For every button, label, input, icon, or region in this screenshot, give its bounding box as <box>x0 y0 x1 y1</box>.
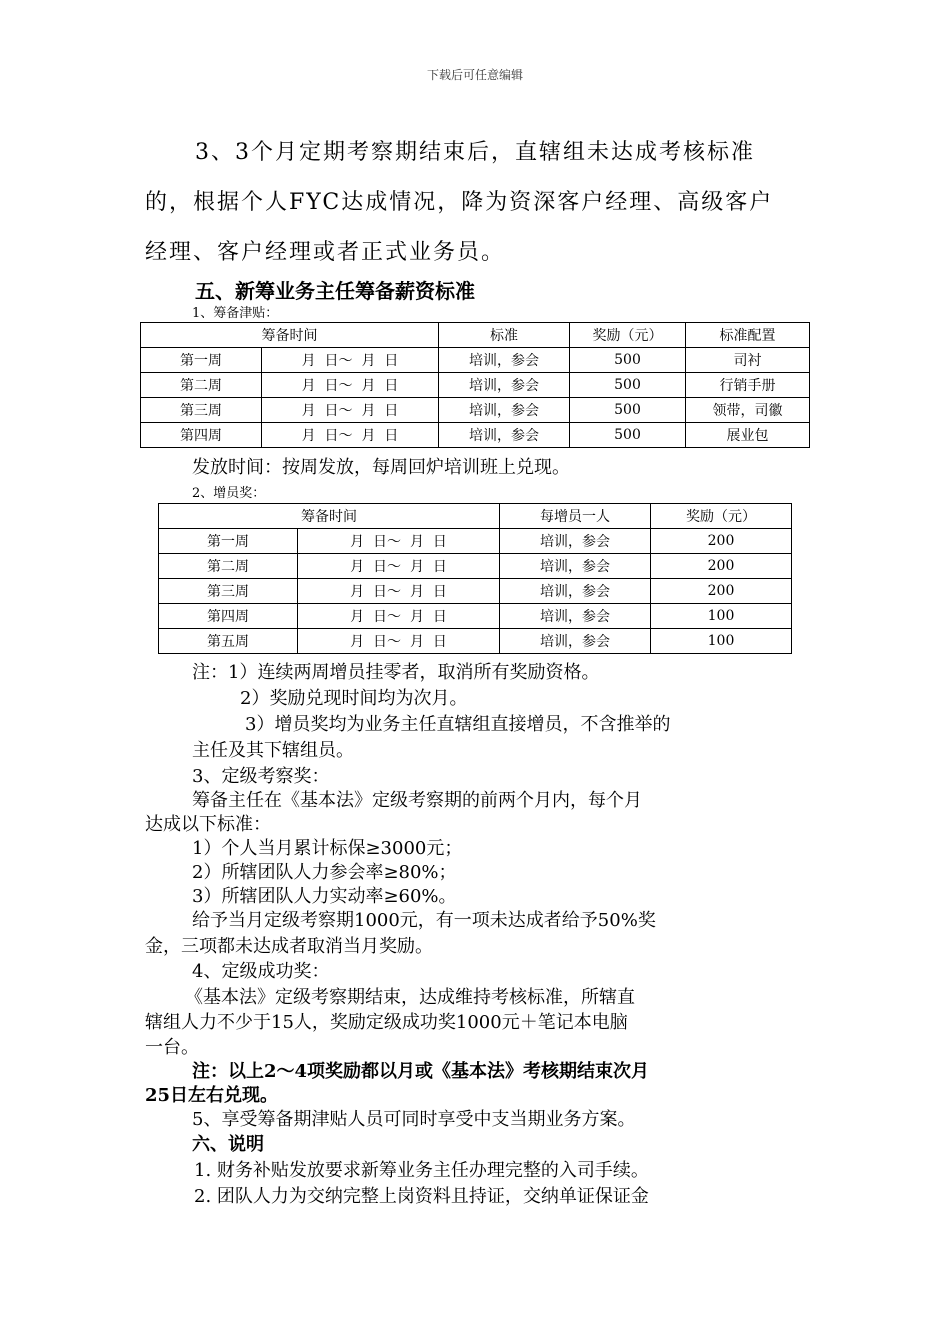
table-cell: 月 日～ 月 日 <box>262 423 439 448</box>
release-time: 发放时间：按周发放，每周回炉培训班上兑现。 <box>192 457 570 478</box>
bold-note-line1: 注：以上2～4项奖励都以月或《基本法》考核期结束次月 <box>192 1061 650 1082</box>
table-cell: 月 日～ 月 日 <box>262 373 439 398</box>
item3-criterion-3: 3）所辖团队人力实动率≥60%。 <box>192 886 457 907</box>
table-cell: 月 日～ 月 日 <box>298 604 500 629</box>
table-cell: 培训，参会 <box>439 423 570 448</box>
item3-criterion-1: 1）个人当月累计标保≥3000元； <box>192 838 463 859</box>
table-cell: 第三周 <box>141 398 262 423</box>
table-header: 标准配置 <box>686 323 810 348</box>
table-header: 奖励（元） <box>651 504 792 529</box>
table-cell: 月 日～ 月 日 <box>262 398 439 423</box>
table-row <box>159 554 792 579</box>
note-1: 注：1）连续两周增员挂零者，取消所有奖励资格。 <box>192 662 600 683</box>
note-3b: 主任及其下辖组员。 <box>192 740 354 761</box>
note-3a: 3）增员奖均为业务主任直辖组直接增员，不含推举的 <box>245 714 671 735</box>
table-cell: 第一周 <box>141 348 262 373</box>
item3-criterion-2: 2）所辖团队人力参会率≥80%； <box>192 862 457 883</box>
para1-line1: 3、3个月定期考察期结束后，直辖组未达成考核标准 <box>195 140 755 165</box>
item3-reward-2: 金，三项都未达成者取消当月奖励。 <box>145 936 433 957</box>
para1-line2: 的，根据个人FYC达成情况，降为资深客户经理、高级客户 <box>145 190 774 215</box>
section5-title: 五、新筹业务主任筹备薪资标准 <box>195 279 475 303</box>
table-header: 每增员一人 <box>500 504 651 529</box>
table-cell: 第四周 <box>159 604 298 629</box>
table-row <box>159 604 792 629</box>
table-cell: 第二周 <box>141 373 262 398</box>
table-row <box>141 423 810 448</box>
table-header: 筹备时间 <box>159 504 500 529</box>
item3-reward-1: 给予当月定级考察期1000元，有一项未达成者给予50%奖 <box>192 910 656 931</box>
table-cell: 第四周 <box>141 423 262 448</box>
table-cell: 月 日～ 月 日 <box>298 579 500 604</box>
table-cell: 月 日～ 月 日 <box>298 529 500 554</box>
section5-sub1: 1、筹备津贴： <box>192 306 279 321</box>
item3-line1: 筹备主任在《基本法》定级考察期的前两个月内，每个月 <box>192 790 642 811</box>
table-cell: 200 <box>651 554 792 579</box>
item5: 5、享受筹备期津贴人员可同时享受中支当期业务方案。 <box>192 1109 636 1130</box>
table-cell: 200 <box>651 529 792 554</box>
table-cell: 培训，参会 <box>439 398 570 423</box>
item4-line2: 辖组人力不少于15人，奖励定级成功奖1000元＋笔记本电脑 <box>145 1012 628 1033</box>
table-cell: 100 <box>651 629 792 654</box>
table-cell: 月 日～ 月 日 <box>262 348 439 373</box>
table-cell: 200 <box>651 579 792 604</box>
table-cell: 培训，参会 <box>500 554 651 579</box>
table-cell: 培训，参会 <box>439 373 570 398</box>
table-row <box>141 348 810 373</box>
table-cell: 500 <box>570 398 686 423</box>
table-header: 标准 <box>439 323 570 348</box>
table-cell: 司衬 <box>686 348 810 373</box>
table-cell: 月 日～ 月 日 <box>298 629 500 654</box>
page-header: 下载后可任意编辑 <box>426 68 523 82</box>
table-row <box>159 529 792 554</box>
table-cell: 展业包 <box>686 423 810 448</box>
table-header-row <box>159 504 792 529</box>
item3-line2: 达成以下标准： <box>145 814 271 835</box>
item4-line3: 一台。 <box>145 1037 199 1058</box>
table-header: 筹备时间 <box>141 323 439 348</box>
table-row <box>141 373 810 398</box>
table-cell: 培训，参会 <box>439 348 570 373</box>
table-row <box>159 629 792 654</box>
item3-title: 3、定级考察奖： <box>192 766 330 787</box>
bold-note-line2: 25日左右兑现。 <box>145 1085 279 1106</box>
table-cell: 100 <box>651 604 792 629</box>
table-cell: 第五周 <box>159 629 298 654</box>
table-cell: 第二周 <box>159 554 298 579</box>
table-cell: 500 <box>570 348 686 373</box>
item4-title: 4、定级成功奖： <box>192 961 330 982</box>
table-cell: 月 日～ 月 日 <box>298 554 500 579</box>
section6-title: 六、说明 <box>192 1134 264 1155</box>
allowance-table <box>140 322 810 448</box>
table-cell: 500 <box>570 373 686 398</box>
table-row <box>159 579 792 604</box>
table-header-row <box>141 323 810 348</box>
note-2: 2）奖励兑现时间均为次月。 <box>240 688 468 709</box>
table-cell: 行销手册 <box>686 373 810 398</box>
table-cell: 培训，参会 <box>500 529 651 554</box>
section6-line1: 1. 财务补贴发放要求新筹业务主任办理完整的入司手续。 <box>194 1160 649 1181</box>
item4-line1: 《基本法》定级考察期结束，达成维持考核标准，所辖直 <box>185 987 635 1008</box>
table-header: 奖励（元） <box>570 323 686 348</box>
section6-line2: 2. 团队人力为交纳完整上岗资料且持证，交纳单证保证金 <box>194 1186 649 1207</box>
para1-line3: 经理、客户经理或者正式业务员。 <box>145 240 506 265</box>
table-cell: 第三周 <box>159 579 298 604</box>
section5-sub2: 2、增员奖： <box>192 486 266 501</box>
table-cell: 培训，参会 <box>500 579 651 604</box>
table-cell: 500 <box>570 423 686 448</box>
recruit-table <box>158 503 792 654</box>
table-cell: 第一周 <box>159 529 298 554</box>
table-cell: 领带，司徽 <box>686 398 810 423</box>
table-cell: 培训，参会 <box>500 604 651 629</box>
table-cell: 培训，参会 <box>500 629 651 654</box>
table-row <box>141 398 810 423</box>
